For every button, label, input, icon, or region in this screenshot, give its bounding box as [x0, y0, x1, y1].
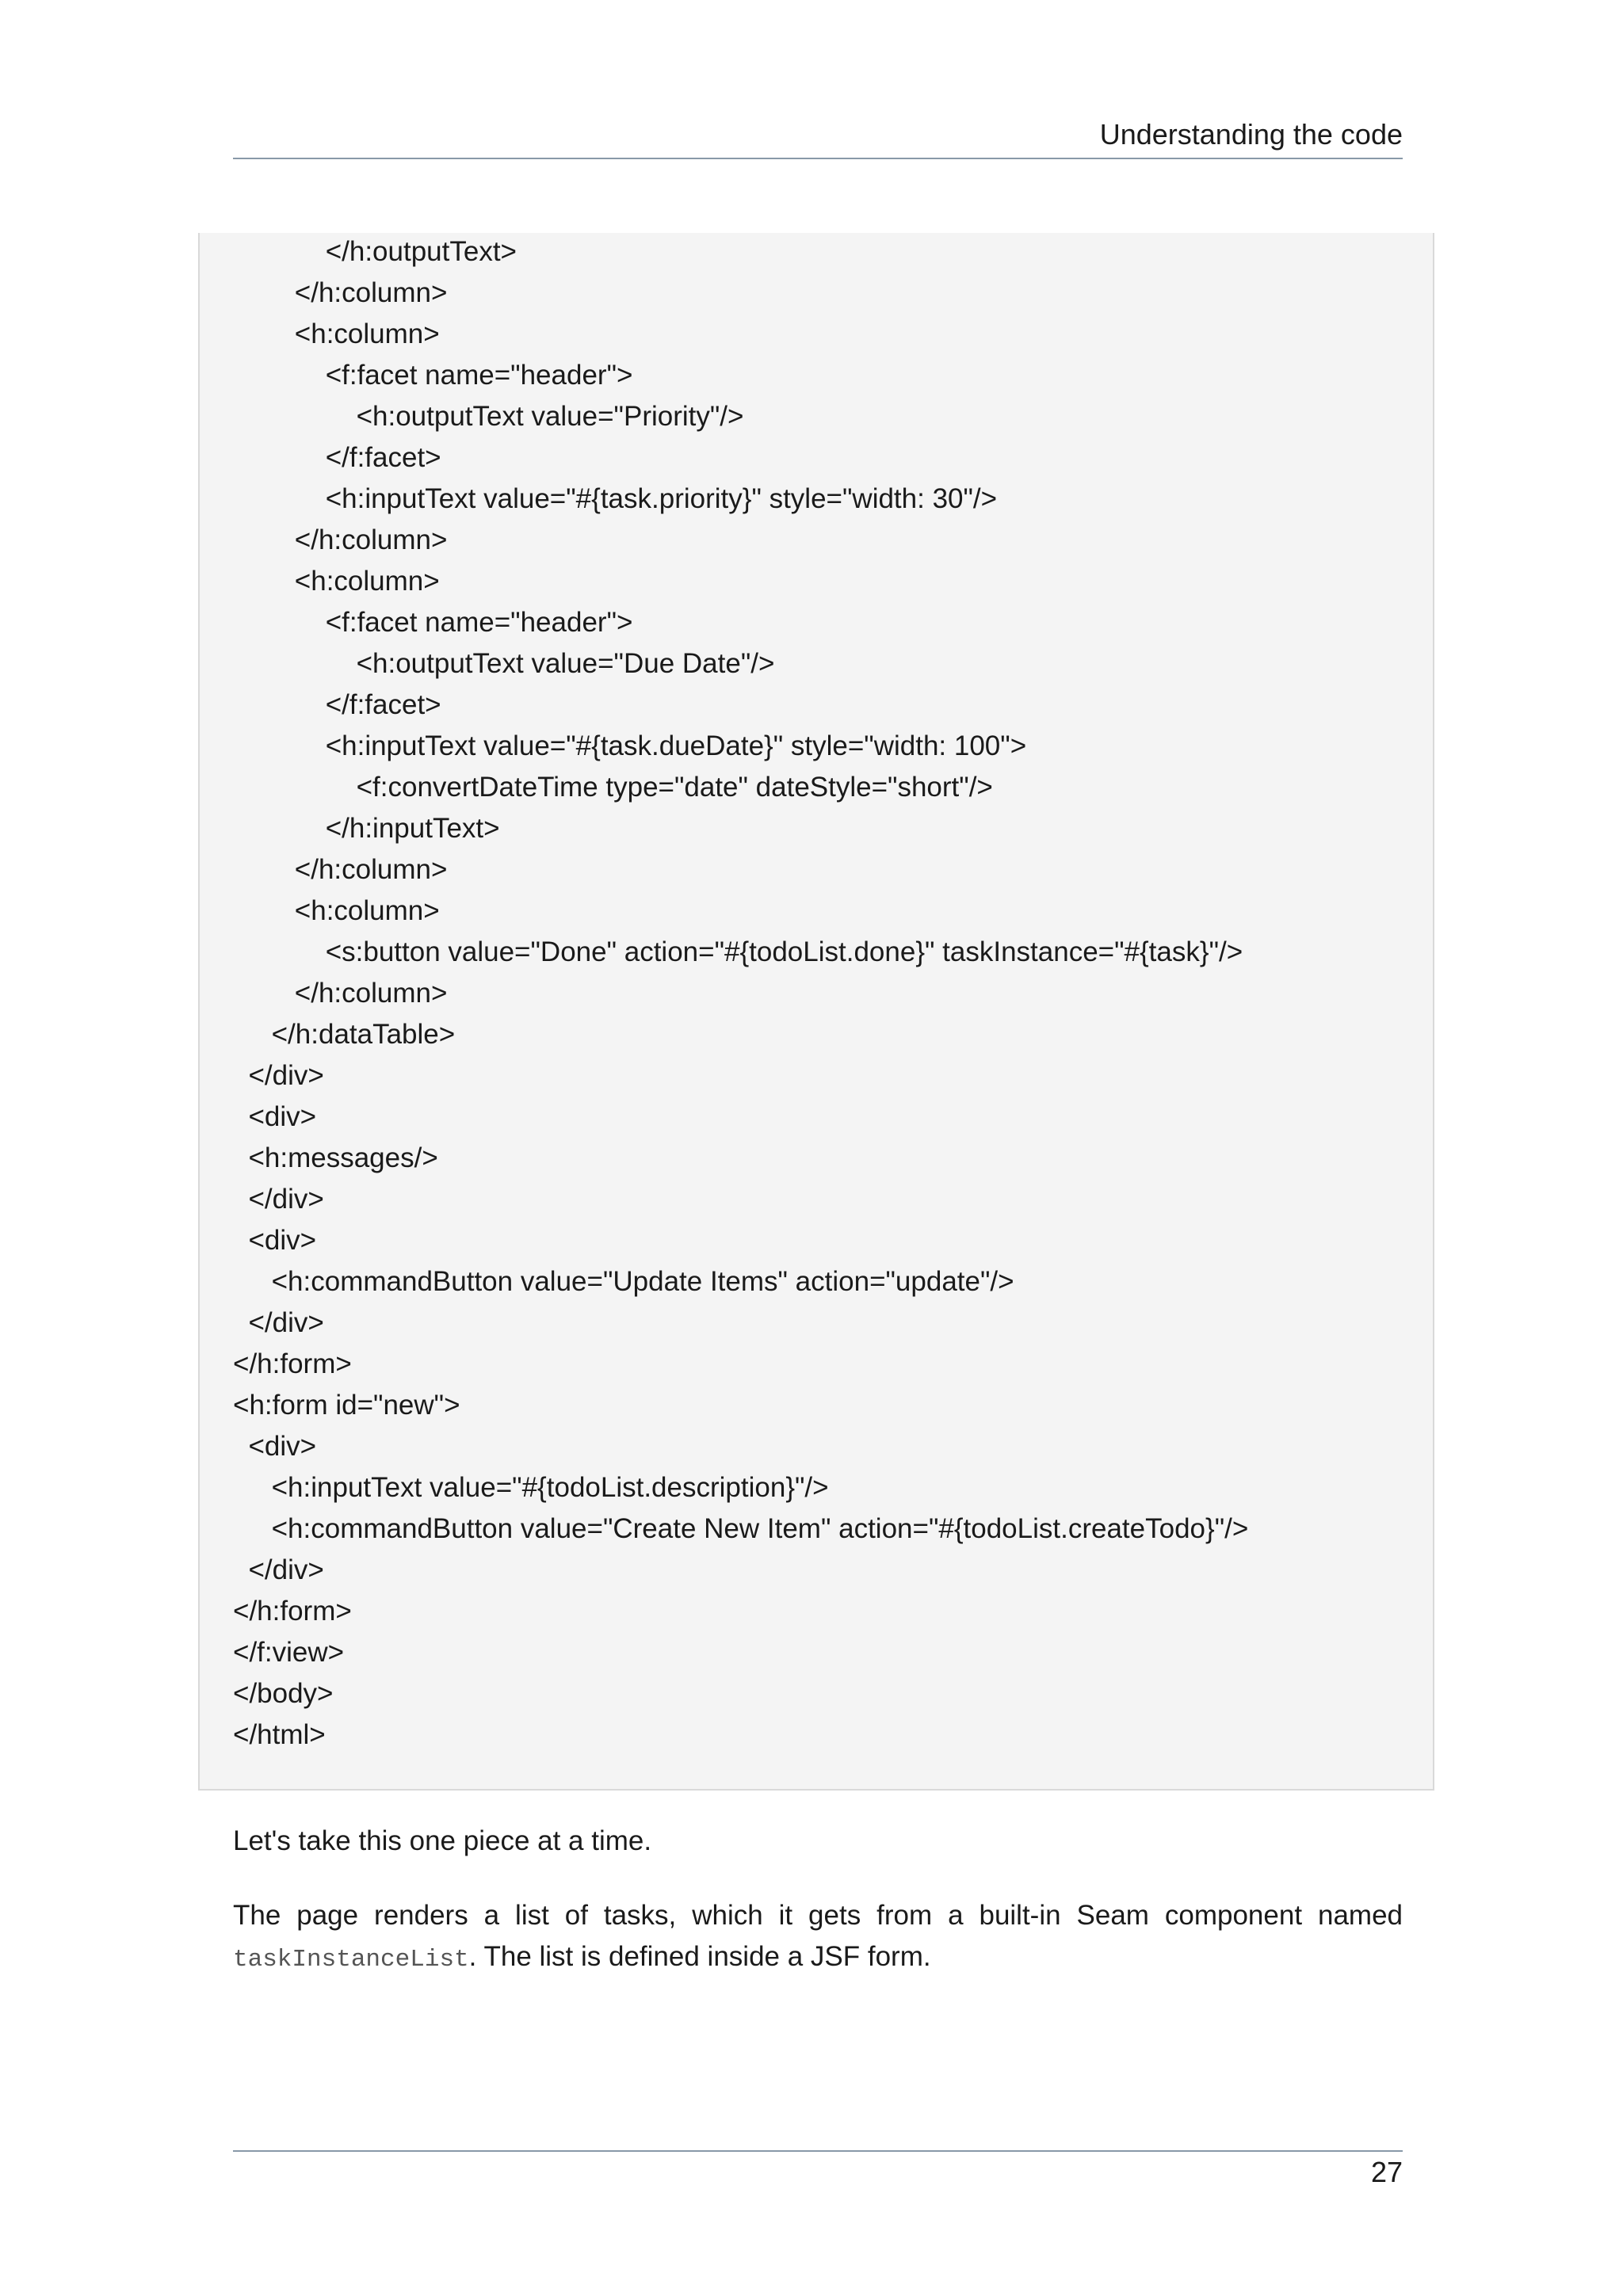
- page-number: 27: [1370, 2156, 1403, 2188]
- code-line: <div>: [233, 1225, 317, 1256]
- body-paragraph-1: Let's take this one piece at a time.: [233, 1825, 652, 1856]
- code-line: <h:inputText value="#{task.dueDate}" style="width: 100">: [233, 730, 1027, 761]
- header-divider: [233, 158, 1403, 159]
- code-line: <div>: [233, 1431, 317, 1462]
- paragraph-2-line-2-text: . The list is defined inside a JSF form.: [468, 1941, 931, 1972]
- code-line: <s:button value="Done" action="#{todoList.done}" taskInstance="#{task}"/>: [233, 936, 1243, 967]
- code-line: </html>: [233, 1719, 326, 1750]
- paragraph-2-line-2: [233, 1941, 931, 1972]
- code-block: [233, 231, 1248, 1756]
- code-line: <f:facet name="header">: [233, 607, 633, 638]
- code-line: <h:outputText value="Due Date"/>: [233, 648, 775, 679]
- code-line: <h:outputText value="Priority"/>: [233, 401, 744, 432]
- code-line: </h:outputText>: [233, 236, 517, 267]
- code-line: </h:column>: [233, 277, 448, 308]
- code-line: </f:facet>: [233, 689, 441, 720]
- code-line: <f:convertDateTime type="date" dateStyle="short"/>: [233, 772, 993, 803]
- code-line: <h:commandButton value="Create New Item" action="#{todoList.createTodo}"/>: [233, 1513, 1249, 1544]
- inline-code-taskinstancelist: taskInstanceList: [233, 1946, 469, 1974]
- body-paragraph-2: [233, 1895, 1403, 1981]
- code-line: </div>: [233, 1554, 324, 1585]
- running-header-title: Understanding the code: [1099, 118, 1403, 151]
- code-line: </h:form>: [233, 1348, 352, 1379]
- code-line: </h:column>: [233, 854, 448, 885]
- code-line: </div>: [233, 1184, 324, 1215]
- code-line: </div>: [233, 1060, 324, 1091]
- code-line: <h:inputText value="#{task.priority}" style="width: 30"/>: [233, 483, 998, 514]
- code-line: <div>: [233, 1101, 317, 1132]
- paragraph-2-line-1: The page renders a list of tasks, which it gets from a built-in Seam component named: [233, 1900, 1403, 1931]
- code-line: </h:form>: [233, 1596, 352, 1627]
- code-line: <f:facet name="header">: [233, 360, 633, 391]
- code-line: </body>: [233, 1678, 334, 1709]
- code-line: </h:column>: [233, 978, 448, 1009]
- code-line: <h:column>: [233, 318, 440, 349]
- code-line: </h:column>: [233, 524, 448, 555]
- code-line: </div>: [233, 1307, 324, 1338]
- code-line: </h:inputText>: [233, 813, 500, 844]
- code-line: <h:column>: [233, 566, 440, 597]
- code-line: <h:column>: [233, 895, 440, 926]
- code-line: <h:inputText value="#{todoList.description}"/>: [233, 1472, 829, 1503]
- code-line: </f:facet>: [233, 442, 441, 473]
- footer-divider: [233, 2150, 1403, 2152]
- code-line: </f:view>: [233, 1637, 345, 1668]
- code-line: <h:commandButton value="Update Items" action="update"/>: [233, 1266, 1014, 1297]
- code-line: <h:form id="new">: [233, 1390, 460, 1421]
- code-line: </h:dataTable>: [233, 1019, 456, 1050]
- code-line: <h:messages/>: [233, 1142, 438, 1173]
